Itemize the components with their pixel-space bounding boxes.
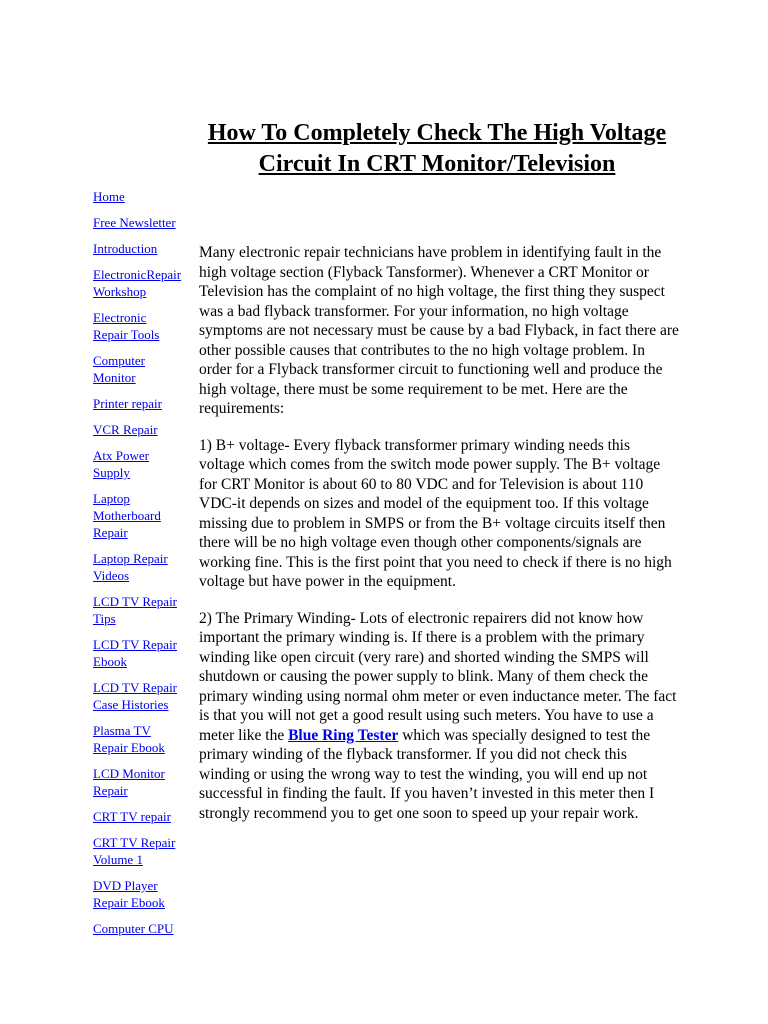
sidebar-link-printer-repair[interactable]: Printer repair: [93, 396, 162, 411]
sidebar-link-laptop-motherboard-repair[interactable]: Laptop Motherboard Repair: [93, 491, 161, 540]
sidebar-link-vcr-repair[interactable]: VCR Repair: [93, 422, 158, 437]
sidebar-nav: [93, 188, 203, 946]
sidebar-link-lcd-tv-repair-ebook[interactable]: LCD TV Repair Ebook: [93, 637, 178, 669]
sidebar-link-lcd-monitor-repair[interactable]: LCD Monitor Repair: [93, 766, 165, 798]
sidebar-link-atx-power-supply[interactable]: Atx Power Supply: [93, 448, 149, 480]
sidebar-link-home[interactable]: Home: [93, 189, 125, 204]
sidebar-link-electronic-repair-tools[interactable]: Electronic Repair Tools: [93, 310, 160, 342]
page-title: How To Completely Check The High Voltage Circuit In CRT Monitor/Television: [207, 120, 667, 177]
sidebar-link-laptop-repair-videos[interactable]: Laptop Repair Videos: [93, 551, 168, 583]
sidebar-link-computer-monitor[interactable]: Computer Monitor: [93, 353, 145, 385]
point-2-paragraph: [199, 609, 679, 824]
blue-ring-tester-link[interactable]: Blue Ring Tester: [288, 726, 399, 744]
point-2-text-before: 2) The Primary Winding- Lots of electronic repairers did not know how important the primary winding is. If there is a problem with the primary winding like open circuit (very rare) and shorted winding the SMPS will shutdown or causing the power supply to blink. Many of them check the primary winding using normal ohm meter or even inductance meter. The fact is that you will not get a good result using such meters. You have to use a meter like the: [199, 609, 677, 744]
sidebar-link-electronic-repair-workshop[interactable]: ElectronicRepair Workshop: [93, 267, 182, 299]
article-body: [199, 243, 679, 840]
intro-paragraph: Many electronic repair technicians have problem in identifying fault in the high voltage section (Flyback Tansformer). Whenever a CRT Monitor or Television has the complaint of no high voltage, the first thing they suspect was a bad flyback transformer. For your information, no high voltage symptoms are not necessary must be cause by a bad Flyback, in fact there are other possible causes that contributes to the no high voltage problem. In order for a Flyback transformer circuit to functioning well and produce the high voltage, there must be some requirement to be met. Here are the requirements:: [199, 244, 679, 417]
sidebar-link-computer-cpu[interactable]: Computer CPU: [93, 921, 174, 936]
sidebar-link-lcd-tv-repair-tips[interactable]: LCD TV Repair Tips: [93, 594, 178, 626]
sidebar-link-crt-tv-repair-volume-1[interactable]: CRT TV Repair Volume 1: [93, 835, 176, 867]
sidebar-link-dvd-player-repair-ebook[interactable]: DVD Player Repair Ebook: [93, 878, 165, 910]
point-2-text-after: which was specially designed to test the primary winding of the flyback transformer. If you did not check this winding or using the wrong way to test the winding, you will end up not successful in finding the fault. If you haven’t invested in this meter then I strongly recommend you to get one soon to speed up your repair work.: [199, 726, 655, 822]
sidebar-link-lcd-tv-repair-case-histories[interactable]: LCD TV Repair Case Histories: [93, 680, 178, 712]
sidebar-link-free-newsletter[interactable]: Free Newsletter: [93, 215, 176, 230]
sidebar-link-plasma-tv-repair-ebook[interactable]: Plasma TV Repair Ebook: [93, 723, 165, 755]
sidebar-link-crt-tv-repair[interactable]: CRT TV repair: [93, 809, 171, 824]
sidebar-link-introduction[interactable]: Introduction: [93, 241, 158, 256]
point-1-paragraph: 1) B+ voltage- Every flyback transformer primary winding needs this voltage which comes from the switch mode power supply. The B+ voltage for CRT Monitor is about 60 to 80 VDC and for Television is about 110 VDC-it depends on sizes and model of the equipment too. If this voltage missing due to problem in SMPS or from the B+ voltage circuits itself then there will be no high voltage even though other components/signals are working fine. This is the first point that you need to check if there is no high voltage but have power in the equipment.: [199, 436, 672, 590]
